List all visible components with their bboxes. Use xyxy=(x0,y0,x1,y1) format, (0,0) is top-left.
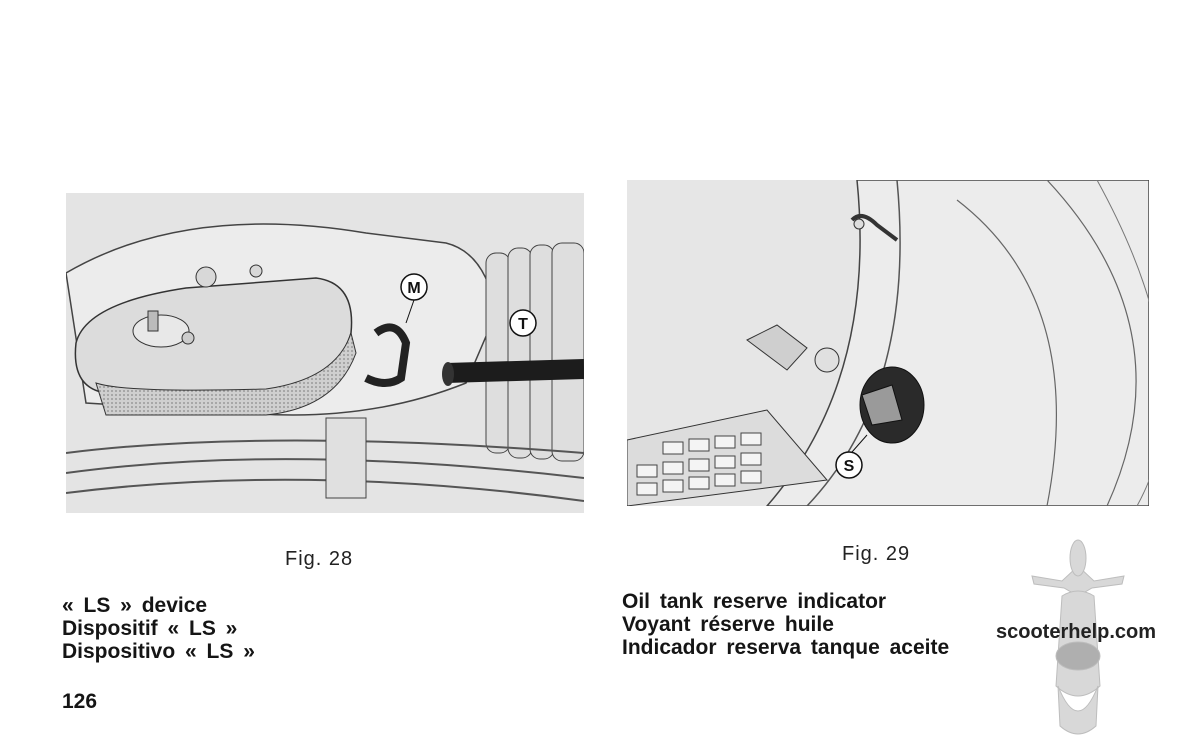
oil-indicator-english: Oil tank reserve indicator xyxy=(622,590,887,613)
figure-28-illustration xyxy=(66,193,584,513)
ls-device-text xyxy=(62,594,255,663)
figure-28-caption: Fig. 28 xyxy=(285,548,354,570)
ls-device-spanish: Dispositivo « LS » xyxy=(62,640,255,663)
page-number: 126 xyxy=(62,690,98,713)
ls-device-french: Dispositif « LS » xyxy=(62,617,238,640)
ls-device-english: « LS » device xyxy=(62,594,208,617)
oil-indicator-french: Voyant réserve huile xyxy=(622,613,834,636)
callout-t-label: T xyxy=(518,316,528,333)
oil-indicator-spanish: Indicador reserva tanque aceite xyxy=(622,636,950,659)
callout-s-label: S xyxy=(843,458,855,475)
callout-t xyxy=(510,310,536,336)
figure-29-illustration xyxy=(627,180,1149,506)
oil-indicator-text xyxy=(622,590,949,659)
figure-29-caption: Fig. 29 xyxy=(842,543,911,565)
callout-m-label: M xyxy=(407,280,421,297)
watermark-text: scooterhelp.com xyxy=(996,621,1157,643)
